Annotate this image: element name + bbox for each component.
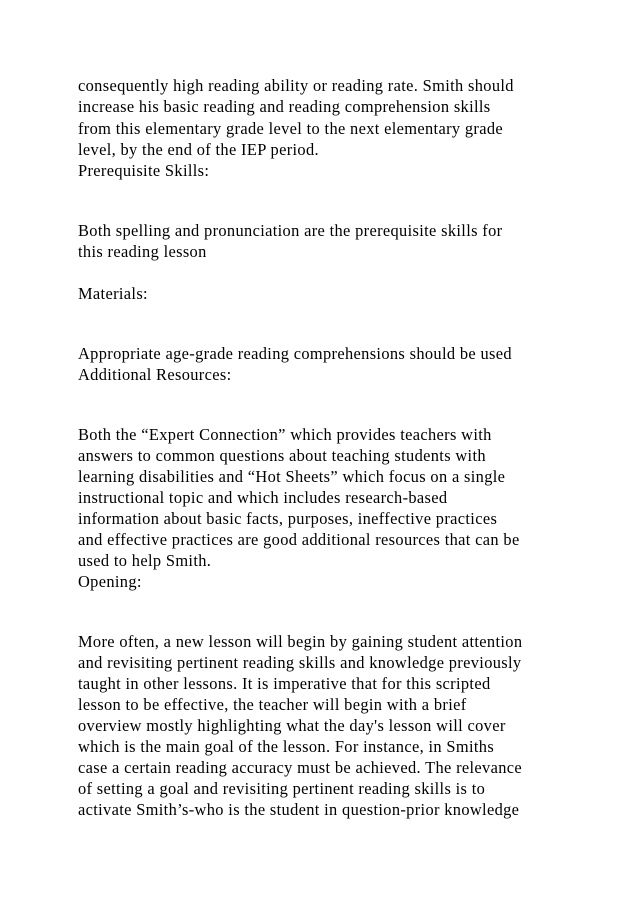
paragraph-line: which is the main goal of the lesson. For instance, in Smiths [78, 737, 495, 756]
paragraph-line: Both spelling and pronunciation are the prerequisite skills for [78, 221, 503, 240]
paragraph-line: level, by the end of the IEP period. [78, 140, 319, 159]
paragraph-line: answers to common questions about teaching students with [78, 446, 486, 465]
paragraph-line: Both the “Expert Connection” which provides teachers with [78, 425, 492, 444]
paragraph-line: and revisiting pertinent reading skills and knowledge previously [78, 653, 522, 672]
paragraph-line: activate Smith’s-who is the student in question-prior knowledge [78, 800, 520, 819]
section-heading-prerequisite-skills: Prerequisite Skills: [78, 161, 210, 180]
paragraph-line: information about basic facts, purposes, ineffective practices [78, 509, 498, 528]
paragraph-line: from this elementary grade level to the next elementary grade [78, 119, 504, 138]
paragraph-line: increase his basic reading and reading comprehension skills [78, 97, 491, 116]
section-heading-opening: Opening: [78, 572, 142, 591]
paragraph-line: lesson to be effective, the teacher will begin with a brief [78, 695, 467, 714]
paragraph-line: learning disabilities and “Hot Sheets” which focus on a single [78, 467, 506, 486]
paragraph-line: this reading lesson [78, 242, 207, 261]
paragraph-line: used to help Smith. [78, 551, 212, 570]
paragraph-line: and effective practices are good additional resources that can be [78, 530, 520, 549]
section-heading-additional-resources: Additional Resources: [78, 365, 232, 384]
paragraph-line: More often, a new lesson will begin by gaining student attention [78, 632, 523, 651]
paragraph-line: overview mostly highlighting what the day's lesson will cover [78, 716, 506, 735]
paragraph-line: consequently high reading ability or reading rate. Smith should [78, 76, 514, 95]
paragraph-line: of setting a goal and revisiting pertinent reading skills is to [78, 779, 486, 798]
paragraph-line: taught in other lessons. It is imperative that for this scripted [78, 674, 491, 693]
paragraph-line: case a certain reading accuracy must be achieved. The relevance [78, 758, 523, 777]
paragraph-line: Appropriate age-grade reading comprehensions should be used [78, 344, 512, 363]
paragraph-line: instructional topic and which includes research-based [78, 488, 448, 507]
section-heading-materials: Materials: [78, 284, 148, 303]
